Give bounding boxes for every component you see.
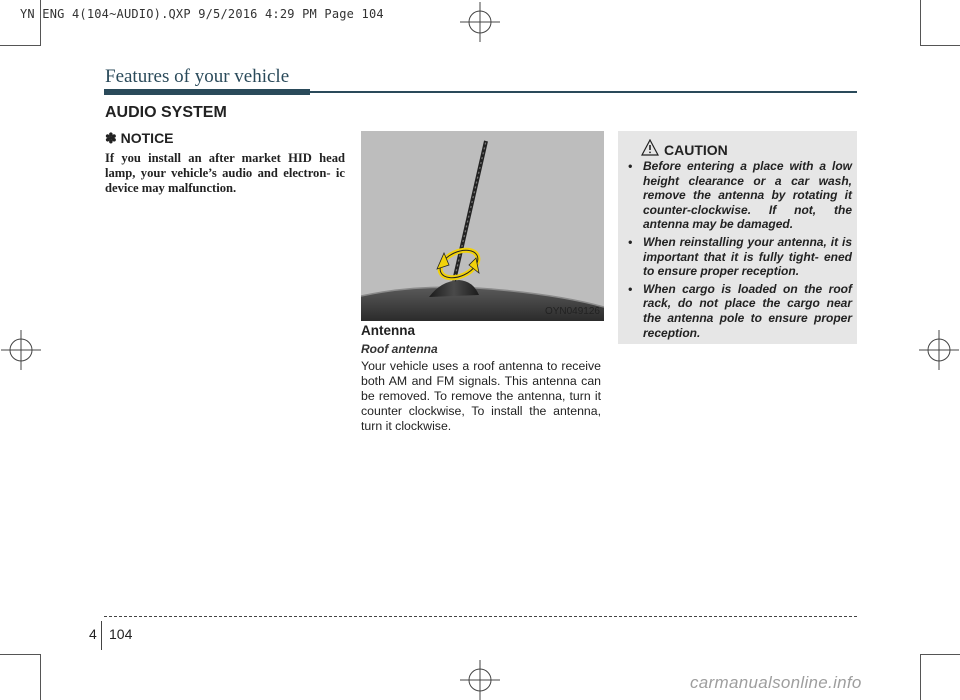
bullet-icon: • — [628, 234, 633, 249]
notice-title: NOTICE — [120, 130, 174, 146]
page-number: 104 — [109, 626, 133, 642]
caution-item-text: When reinstalling your antenna, it is important that it is fully tight- ened to ensure proper reception. — [643, 234, 852, 279]
print-slug: YN ENG 4(104~AUDIO).QXP 9/5/2016 4:29 PM Page 104 — [20, 7, 384, 21]
antenna-heading: Antenna — [361, 323, 415, 338]
antenna-figure — [361, 131, 604, 321]
registration-mark-icon — [460, 2, 500, 42]
figure-code: OYN049126 — [544, 306, 600, 317]
registration-mark-icon — [1, 330, 41, 370]
bullet-icon: • — [628, 281, 633, 296]
crop-mark — [0, 654, 40, 655]
caution-list — [626, 159, 852, 343]
footer-rule — [104, 616, 857, 617]
chapter-number: 4 — [89, 626, 97, 642]
audio-system-heading: AUDIO SYSTEM — [105, 104, 227, 121]
notice-symbol-icon: ✽ — [105, 130, 117, 146]
footer-divider — [101, 621, 102, 650]
notice-body: If you install an after market HID head lamp, your vehicle’s audio and electron- ic device may malfunction. — [105, 151, 345, 195]
crop-mark — [920, 654, 960, 655]
caution-item — [626, 235, 852, 279]
caution-item — [626, 282, 852, 340]
notice-heading — [105, 130, 174, 147]
caution-box — [618, 131, 857, 344]
crop-mark — [920, 45, 960, 46]
title-rule — [310, 91, 857, 93]
antenna-body: Your vehicle uses a roof antenna to receive both AM and FM signals. This antenna can be removed. To remove the antenna, turn it counter clockwise, To install the antenna, turn it clockwise. — [361, 359, 601, 433]
title-bar-accent — [104, 89, 310, 95]
crop-mark — [920, 654, 921, 700]
caution-item-text: When cargo is loaded on the roof rack, do not place the cargo near the antenna pole to ensure proper reception. — [643, 281, 852, 340]
warning-triangle-icon — [641, 139, 659, 156]
watermark: carmanualsonline.info — [690, 673, 862, 692]
crop-mark — [920, 0, 921, 46]
bullet-icon: • — [628, 159, 633, 173]
registration-mark-icon — [460, 660, 500, 700]
section-title: Features of your vehicle — [105, 66, 290, 87]
crop-mark — [0, 45, 40, 46]
caution-item-text: Before entering a place with a low height clearance or a car wash, remove the antenna by rotating it counter-clockwise. If not, the antenna may be damaged. — [643, 159, 852, 232]
registration-mark-icon — [919, 330, 959, 370]
caution-title: CAUTION — [664, 142, 728, 158]
roof-antenna-illustration — [361, 131, 604, 321]
crop-mark — [40, 654, 41, 700]
caution-item — [626, 159, 852, 232]
roof-antenna-subheading: Roof antenna — [361, 342, 438, 356]
